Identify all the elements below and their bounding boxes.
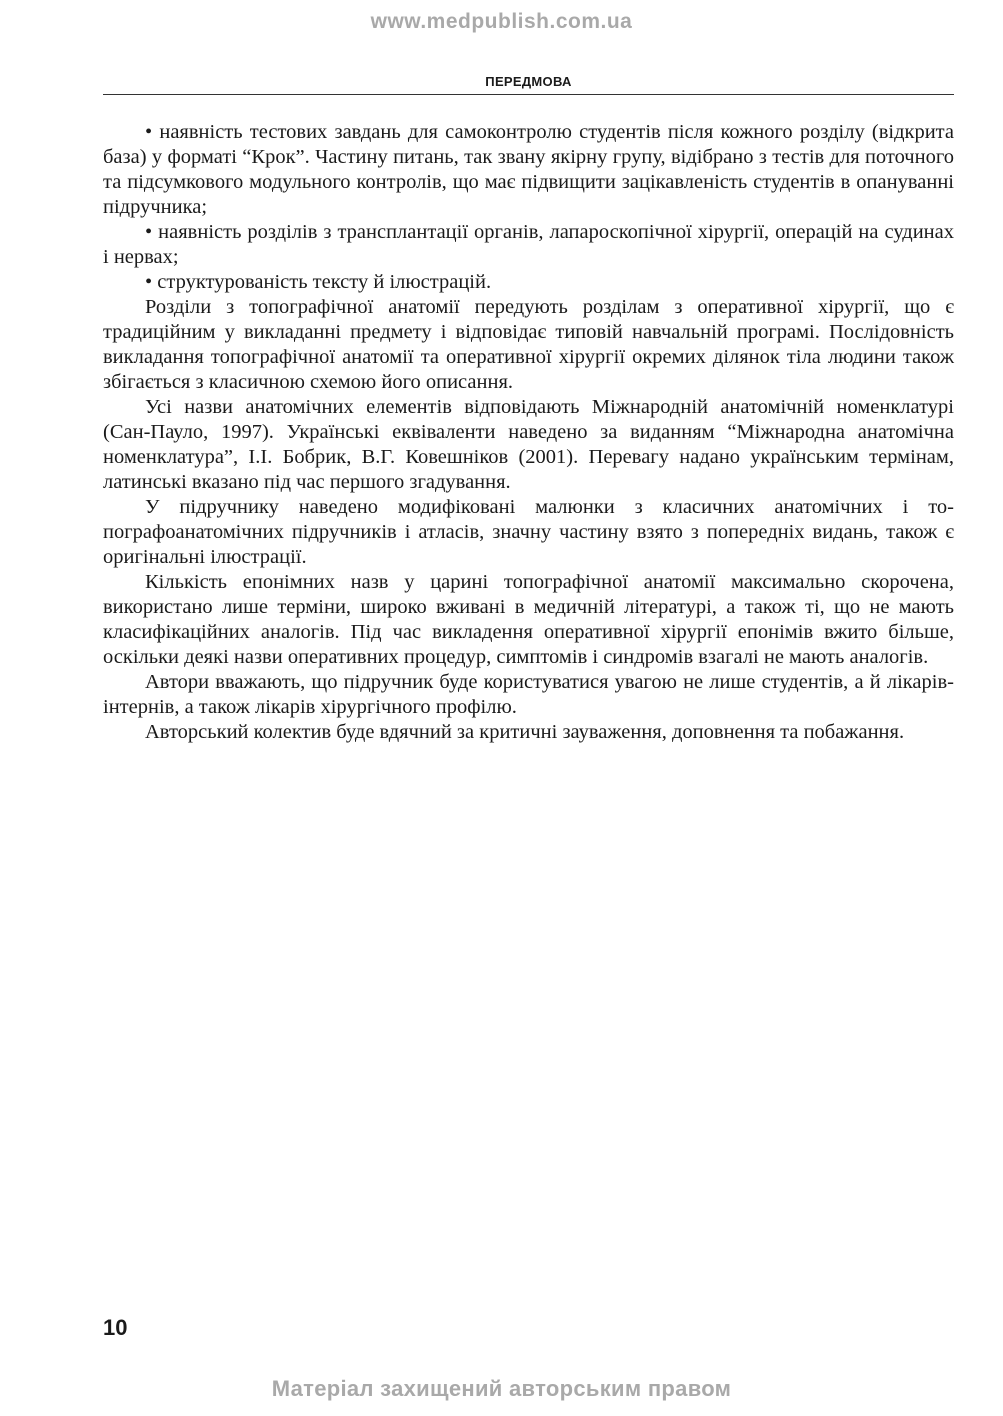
paragraph-eponyms: Кількість епонімних назв у царині топографічної анатомії максимально скорочена, використано лише терміни, широко вживані в медичній літературі, а також ті, що не мають класифікаційних аналогів. Під час викладення оперативної хірургії епонімів вжито більше, оскільки деякі назви оперативних процедур, симптомів і синдромів взагалі не мають аналогів. [103,571,954,668]
header-divider [103,94,954,95]
paragraph-bullet-sections: • наявність розділів з трансплантації органів, лапароскопічної хірургії, операцій на судинах і нервах; [103,221,954,268]
paragraph-order: Розділи з топографічної анатомії передують розділам з оперативної хірургії, що є традиційним у викладанні предмету і відповідає типовій навчальній програмі. Послідовність викладання топографічної анатомії та оперативної хірургії окремих ділянок тіла людини також збігається з класичною схемою його описання. [103,296,954,393]
running-header: ПЕРЕДМОВА [485,74,572,89]
paragraph-bullet-structure: • структурованість тексту й ілюстрацій. [145,271,492,293]
paragraph-illustrations: У підручнику наведено модифіковані малюнки з класичних анатомічних і топографоанатомічних підручників і атласів, значну частину взято з попередніх видань, також є оригінальні ілюстрації. [103,496,954,568]
page-number: 10 [103,1315,128,1340]
paragraph-bullet-tests: • наявність тестових завдань для самоконтролю студентів після кожного розділу (відкрита база) у форматі “Крок”. Частину питань, так звану якірну групу, відібрано з тестів для поточного та підсумкового модульного контролів, що має підвищити зацікавленість студентів в опануванні підручника; [103,121,954,218]
paragraph-feedback: Авторський колектив буде вдячний за критичні зауваження, доповнення та побажання. [145,721,905,743]
page-body [103,120,954,745]
paragraph-nomenclature: Усі назви анатомічних елементів відповідають Міжнародній анатомічній номенклатурі (Сан-Пауло, 1997). Українські еквіваленти наведено за виданням “Міжнародна анатомічна номенклатура”, І.І. Бобрик, В.Г. Ковешніков (2001). Перевагу надано українським термінам, латинські вказано під час першого згадування. [103,396,954,493]
watermark-url: www.medpublish.com.ua [370,10,633,33]
paragraph-audience: Автори вважають, що підручник буде користуватися увагою не лише студентів, а й лікарів-інтернів, а також лікарів хірургічного профілю. [103,671,954,718]
watermark-copyright: Матеріал захищений авторським правом [271,1376,732,1401]
